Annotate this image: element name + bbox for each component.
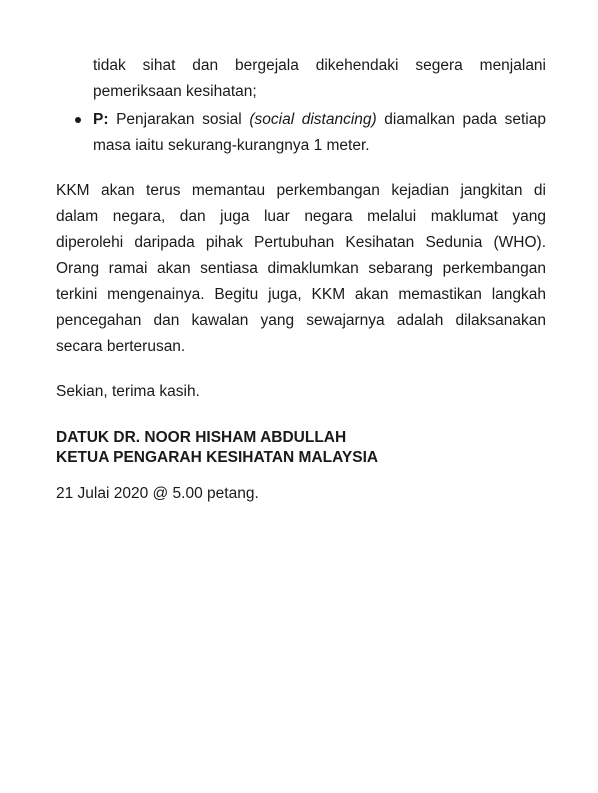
bullet-p-text-after: diamalkan pada setiap <box>376 111 546 128</box>
paragraph-line-2: dalam negara, dan juga luar negara melalui maklumat yang <box>56 208 546 225</box>
bullet-p-text-before: Penjarakan sosial <box>108 111 250 128</box>
signature-title: KETUA PENGARAH KESIHATAN MALAYSIA <box>56 449 379 466</box>
paragraph-line-5: terkini mengenainya. Begitu juga, KKM akan memastikan langkah <box>56 286 546 303</box>
bullet-p-line-1 <box>93 110 546 130</box>
date-line: 21 Julai 2020 @ 5.00 petang. <box>56 485 259 502</box>
bullet-p-label: P: <box>93 111 109 128</box>
paragraph-line-1: KKM akan terus memantau perkembangan kejadian jangkitan di <box>56 182 546 199</box>
bullet-p-italic: (social distancing) <box>249 111 377 128</box>
signature-name: DATUK DR. NOOR HISHAM ABDULLAH <box>56 429 347 446</box>
paragraph-line-7: secara berterusan. <box>56 338 186 355</box>
paragraph-line-4: Orang ramai akan sentiasa dimaklumkan sebarang perkembangan <box>56 260 546 277</box>
list-continuation-line-1: tidak sihat dan bergejala dikehendaki segera menjalani <box>93 57 546 74</box>
paragraph-line-3: diperolehi daripada pihak Pertubuhan Kesihatan Sedunia (WHO). <box>56 234 546 251</box>
bullet-icon <box>75 117 81 123</box>
paragraph-line-6: pencegahan dan kawalan yang sewajarnya adalah dilaksanakan <box>56 312 546 329</box>
list-continuation-line-2: pemeriksaan kesihatan; <box>93 83 257 100</box>
closing-text: Sekian, terima kasih. <box>56 383 200 400</box>
bullet-p-line-2: masa iaitu sekurang-kurangnya 1 meter. <box>93 137 370 154</box>
